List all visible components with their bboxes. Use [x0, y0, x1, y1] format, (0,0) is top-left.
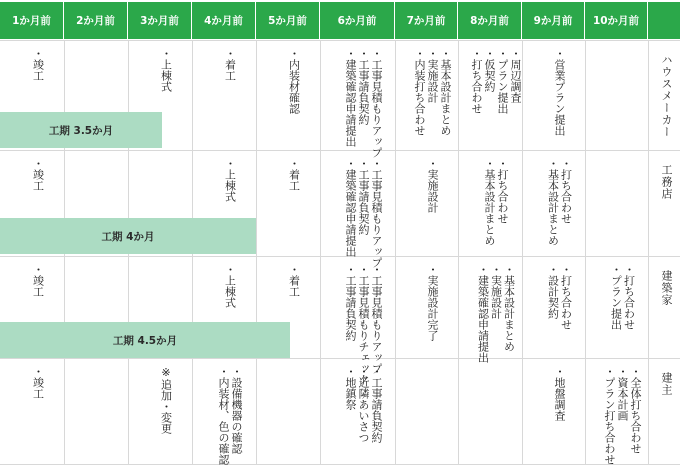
header-month-4: 4か月前 [192, 2, 256, 39]
header-month-5: 5か月前 [256, 2, 320, 39]
task-item: ・内装材、色の確認 [217, 366, 230, 465]
cell-1-7 [483, 158, 509, 246]
row-label: 工務店 [660, 164, 673, 200]
task-item: ・工事請負契約 [370, 366, 383, 443]
task-item: ・打ち合わせ [559, 158, 573, 224]
task-item: ・着工 [287, 158, 301, 191]
task-item: ・建築確認申請提出 [344, 158, 357, 257]
task-item: ・実施設計 [489, 264, 503, 319]
cell-2-4 [288, 264, 301, 297]
cell-2-8 [547, 264, 573, 330]
task-item: ・建築確認申請提出 [344, 48, 357, 147]
task-item: ・資本計画 [616, 366, 629, 421]
cell-2-7 [477, 264, 516, 363]
task-item: ・竣工 [31, 264, 45, 297]
grid-vline [522, 40, 523, 464]
cell-3-2 [160, 366, 173, 434]
task-item: ・実施設計 [426, 48, 439, 103]
cell-0-0 [32, 48, 45, 81]
row-label: 建築家 [660, 270, 673, 306]
task-item: ・近隣あいさつ [357, 366, 370, 443]
task-item: ・プラン提出 [496, 48, 509, 114]
task-item: ・全体打ち合わせ [629, 366, 642, 454]
task-item: ・打ち合わせ [622, 264, 636, 330]
task-item: ・設備機器の確認 [230, 366, 243, 454]
cell-3-8 [553, 366, 566, 421]
cell-1-6 [426, 158, 439, 213]
task-item: ・打ち合わせ [496, 158, 509, 224]
grid-hline [0, 358, 680, 359]
task-item: ・プラン打ち合わせ [603, 366, 616, 465]
cell-1-3 [224, 158, 237, 202]
task-item: ・営業プラン提出 [553, 48, 566, 136]
task-item: ・実施設計完了 [426, 264, 439, 341]
construction-period-bar: 工期 4か月 [0, 218, 256, 254]
task-item: ・竣工 [31, 48, 45, 81]
grid-vline [256, 40, 257, 464]
grid-hline [0, 150, 680, 151]
task-item: ・工事請負契約 [344, 264, 357, 341]
task-item: ・設計契約 [546, 264, 560, 319]
cell-1-5 [344, 158, 383, 268]
grid-hline [0, 40, 680, 41]
header-month-8: 8か月前 [458, 2, 522, 39]
header-month-6: 6か月前 [320, 2, 395, 39]
grid-hline [0, 464, 680, 465]
header-month-9: 9か月前 [522, 2, 585, 39]
grid-vline [320, 40, 321, 464]
task-item: ・仮契約 [483, 48, 496, 92]
task-item: ・工事請負契約 [357, 158, 370, 235]
task-item: ・打ち合わせ [559, 264, 573, 330]
cell-3-0 [32, 366, 45, 399]
task-item: ・工事見積もりチェック [357, 264, 370, 385]
cell-0-2 [160, 48, 173, 92]
task-item: ・上棟式 [223, 264, 237, 308]
cell-1-4 [288, 158, 301, 191]
task-item: ・基本設計まとめ [483, 158, 496, 246]
row-label: ハウスメーカー [660, 54, 673, 138]
task-item: ・着工 [287, 264, 301, 297]
cell-3-5 [344, 366, 383, 443]
task-item: ・竣工 [31, 158, 45, 191]
grid-vline [585, 40, 586, 464]
cell-3-3 [217, 366, 243, 465]
cell-2-0 [32, 264, 45, 297]
cell-2-6 [426, 264, 439, 341]
task-item: ・工事請負契約 [357, 48, 370, 125]
task-item: ※追加・変更 [159, 366, 173, 434]
task-item: ・内装材確認 [287, 48, 301, 114]
task-item: ・地盤調査 [553, 366, 566, 421]
cell-3-9 [603, 366, 642, 465]
cell-2-3 [224, 264, 237, 308]
task-item: ・建築確認申請提出 [476, 264, 490, 363]
construction-period-bar: 工期 3.5か月 [0, 112, 162, 148]
task-item: ・打ち合わせ [470, 48, 483, 114]
task-item: ・上棟式 [223, 158, 237, 202]
task-item: ・地鎮祭 [344, 366, 357, 410]
header-month-10: 10か月前 [585, 2, 648, 39]
task-item: ・実施設計 [426, 158, 439, 213]
task-item: ・プラン提出 [609, 264, 623, 330]
header-month-1: 1か月前 [0, 2, 64, 39]
cell-0-3 [224, 48, 237, 81]
task-item: ・基本設計まとめ [546, 158, 560, 246]
cell-1-0 [32, 158, 45, 191]
task-item: ・竣工 [31, 366, 45, 399]
task-item: ・着工 [223, 48, 237, 81]
grid-vline [458, 40, 459, 464]
task-item: ・内装打ち合わせ [413, 48, 426, 136]
task-item: ・工事見積もりアップ [370, 48, 383, 158]
cell-0-4 [288, 48, 301, 114]
cell-2-9 [610, 264, 636, 330]
cell-0-8 [553, 48, 566, 136]
grid-vline [395, 40, 396, 464]
grid-vline [648, 40, 649, 464]
cell-1-8 [547, 158, 573, 246]
grid-hline [0, 256, 680, 257]
header-month-7: 7か月前 [395, 2, 458, 39]
header-month-2: 2か月前 [64, 2, 128, 39]
header-row-label [648, 2, 680, 39]
cell-0-7 [470, 48, 522, 114]
task-item: ・上棟式 [159, 48, 173, 92]
task-item: ・工事見積もりアップ [370, 264, 383, 374]
task-item: ・工事見積もりアップ [370, 158, 383, 268]
cell-0-5 [344, 48, 383, 158]
task-item: ・基本設計まとめ [502, 264, 516, 352]
task-item: ・周辺調査 [509, 48, 522, 103]
construction-period-bar: 工期 4.5か月 [0, 322, 290, 358]
row-label: 建主 [660, 372, 673, 396]
cell-0-6 [413, 48, 452, 136]
header-month-3: 3か月前 [128, 2, 192, 39]
task-item: ・基本設計まとめ [439, 48, 452, 136]
